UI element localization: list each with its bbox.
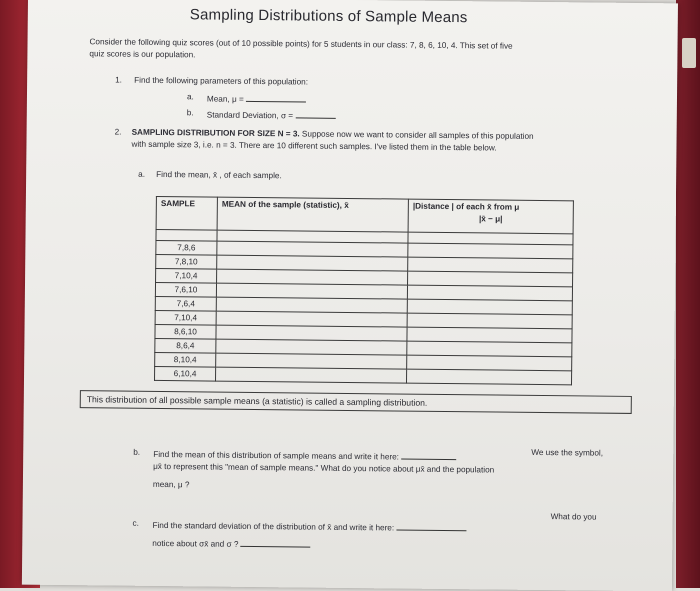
qb-line-2: μx̄ to represent this "mean of sample means." What do you notice about μx̄ and the population [153,461,495,475]
qc-line-2-text: notice about σx̄ and σ ? [152,538,239,549]
worksheet-page [22,0,678,591]
spacer-cell [156,229,217,241]
q1a-text-label: Mean, μ = [206,94,244,104]
sample-cell: 7,6,10 [155,282,216,297]
q1a-text [207,92,306,104]
q2-line-1-rest: Suppose now we want to consider all samples of this population [299,129,534,141]
qc-label: c. [132,518,139,528]
qc-line-1 [152,519,466,533]
qc-line-2 [152,537,311,550]
intro-line-2: quiz scores is our population. [89,49,196,60]
mean-cell[interactable] [216,367,407,383]
header-distance-label: |Distance | of each x̄ from μ [412,201,520,212]
qc-notice-blank[interactable] [241,538,311,548]
intro-line-1: Consider the following quiz scores (out of 10 possible points) for 5 students in our class: 7, 8, 6, 10, 4. This set of five [89,37,513,51]
qb-label: b. [133,447,141,457]
sample-cell: 7,8,10 [156,254,217,269]
sample-cell: 7,8,6 [156,240,217,255]
sample-cell: 8,6,4 [155,338,216,353]
qb-line-1-right: We use the symbol, [531,447,604,458]
background-object [682,38,696,68]
table-header-row [156,196,573,233]
q2-number: 2. [114,127,122,137]
header-distance [408,199,573,234]
sample-cell: 7,10,4 [156,268,217,283]
q2-line-2: with sample size 3, i.e. n = 3. There are 10 different such samples. I've listed them in the table below. [131,139,497,153]
sampling-distribution-note [80,390,632,414]
header-distance-formula: |x̄ − μ| [478,214,503,224]
sample-cell: 6,10,4 [155,366,216,381]
sampling-distribution-note-text: This distribution of all possible sample means (a statistic) is called a sampling distribution. [86,394,428,408]
sample-cell: 8,6,10 [155,324,216,339]
qc-answer-blank[interactable] [396,521,466,531]
q2-heading: SAMPLING DISTRIBUTION FOR SIZE N = 3. [131,127,300,139]
qb-line-3: mean, μ ? [152,479,190,490]
qc-line-1-text: Find the standard deviation of the distribution of x̄ and write it here: [152,520,395,533]
q1a-answer-blank[interactable] [246,93,306,103]
header-mean: MEAN of the sample (statistic), x̄ [217,197,408,232]
q1b-text [207,108,336,120]
q1b-text-label: Standard Deviation, σ = [206,110,294,121]
q2a-text: Find the mean, x̄ , of each sample. [156,169,282,181]
background-right-edge [676,0,700,588]
q1-prompt: Find the following parameters of this population: [134,75,309,87]
sample-cell: 8,10,4 [155,352,216,367]
samples-table [154,196,574,385]
q2-line-1 [132,128,534,141]
header-sample: SAMPLE [156,196,217,230]
q2a-label: a. [138,169,146,179]
sample-cell: 7,6,4 [155,296,216,311]
q1a-label: a. [186,92,194,102]
page-title: Sampling Distributions of Sample Means [189,6,468,27]
qb-line-1 [153,448,456,462]
q1b-label: b. [186,108,194,118]
qb-answer-blank[interactable] [401,451,456,461]
q1b-answer-blank[interactable] [295,109,335,118]
table-row [155,366,572,384]
qc-line-1-right: What do you [550,512,597,522]
sample-cell: 7,10,4 [155,310,216,325]
q1-number: 1. [115,75,123,85]
distance-cell[interactable] [406,369,571,385]
qb-line-1-text: Find the mean of this distribution of sample means and write it here: [153,449,400,462]
